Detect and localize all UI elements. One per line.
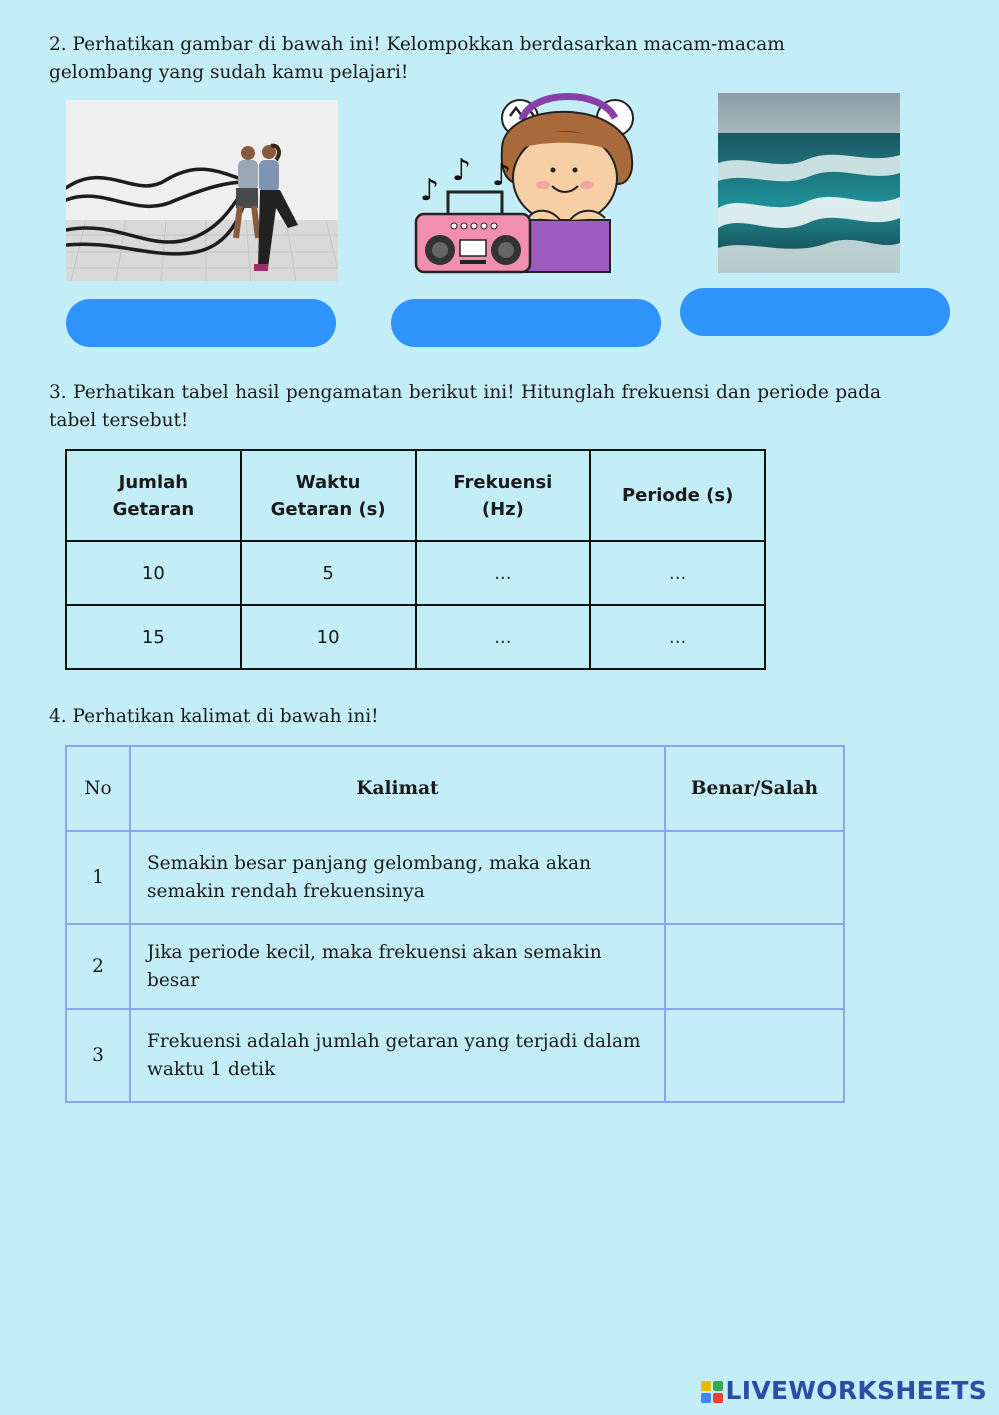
svg-text:♪: ♪ — [492, 158, 512, 193]
sentence-text: Semakin besar panjang gelombang, maka akan semakin rendah frekuensinya — [130, 831, 665, 924]
benar-salah-input[interactable] — [665, 924, 844, 1009]
table-row — [66, 924, 844, 1009]
battle-ropes-image — [66, 100, 338, 281]
header-frekuensi: Frekuensi (Hz) — [416, 450, 591, 541]
girl-listening-radio-image — [410, 90, 642, 278]
header-kalimat: Kalimat — [130, 746, 665, 831]
sentence-text: Jika periode kecil, maka frekuensi akan semakin besar — [130, 924, 665, 1009]
sea-waves-image — [718, 93, 900, 273]
sentence-table — [65, 745, 845, 1103]
table-header-row — [66, 450, 765, 541]
periode-input[interactable]: ... — [590, 541, 765, 605]
row-number: 3 — [66, 1009, 130, 1102]
svg-text:♪: ♪ — [452, 153, 472, 188]
table-row — [66, 605, 765, 669]
cell-jumlah-getaran: 15 — [66, 605, 241, 669]
header-jumlah-getaran: Jumlah Getaran — [66, 450, 241, 541]
frekuensi-input[interactable]: ... — [416, 541, 591, 605]
brand-text: LIVEWORKSHEETS — [725, 1376, 987, 1405]
cell-waktu-getaran: 10 — [241, 605, 416, 669]
benar-salah-input[interactable] — [665, 1009, 844, 1102]
table-header-row — [66, 746, 844, 831]
cell-waktu-getaran: 5 — [241, 541, 416, 605]
answer-box-3[interactable] — [680, 288, 950, 336]
answer-box-2[interactable] — [391, 299, 661, 347]
liveworksheets-logo[interactable] — [701, 1376, 987, 1405]
answer-box-1[interactable] — [66, 299, 336, 347]
header-waktu-getaran: Waktu Getaran (s) — [241, 450, 416, 541]
question-4: 4. Perhatikan kalimat di bawah ini! — [49, 706, 379, 727]
row-number: 1 — [66, 831, 130, 924]
question-2: 2. Perhatikan gambar di bawah ini! Kelompokkan berdasarkan macam-macam gelombang yang sudah kamu pelajari! — [49, 34, 785, 83]
liveworksheets-icon — [701, 1380, 723, 1402]
table-row — [66, 1009, 844, 1102]
periode-input[interactable]: ... — [590, 605, 765, 669]
sentence-text: Frekuensi adalah jumlah getaran yang terjadi dalam waktu 1 detik — [130, 1009, 665, 1102]
frekuensi-input[interactable]: ... — [416, 605, 591, 669]
header-no: No — [66, 746, 130, 831]
benar-salah-input[interactable] — [665, 831, 844, 924]
table-row — [66, 831, 844, 924]
question-3: 3. Perhatikan tabel hasil pengamatan berikut ini! Hitunglah frekuensi dan periode pada tabel tersebut! — [49, 382, 881, 431]
header-benar-salah: Benar/Salah — [665, 746, 844, 831]
cell-jumlah-getaran: 10 — [66, 541, 241, 605]
row-number: 2 — [66, 924, 130, 1009]
header-periode: Periode (s) — [590, 450, 765, 541]
svg-text:♪: ♪ — [420, 173, 440, 208]
observation-table — [65, 449, 766, 670]
table-row — [66, 541, 765, 605]
